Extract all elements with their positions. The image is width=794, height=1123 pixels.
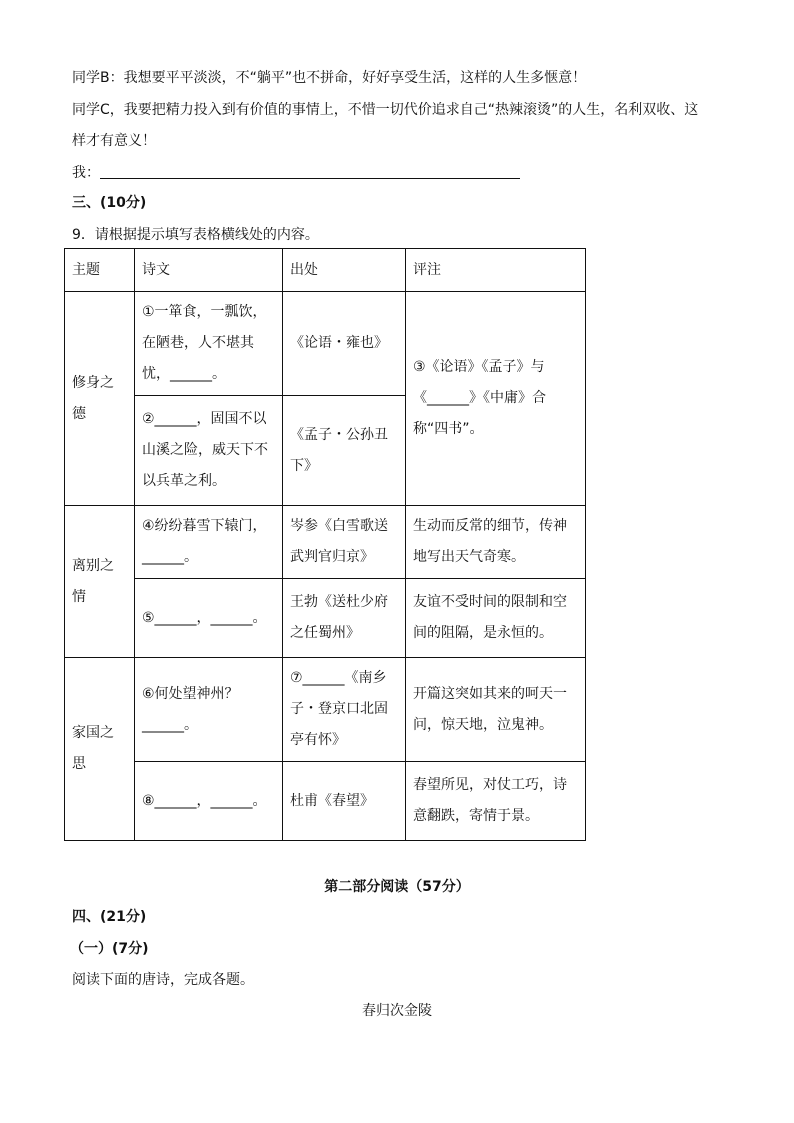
- table-row: [65, 579, 586, 658]
- student-b-line: 同学B：我想要平平淡淡，不“躺平”也不拼命，好好享受生活，这样的人生多惬意！: [72, 70, 587, 86]
- header-poem: 诗文: [135, 249, 283, 292]
- table-row: [65, 658, 586, 762]
- poem-cell: ⑤______，______。: [135, 579, 283, 658]
- part-2-title: 第二部分阅读（57分）: [324, 879, 470, 895]
- table-row: [65, 292, 586, 396]
- source-cell: 岑参《白雪歌送武判官归京》: [283, 506, 406, 579]
- theme-cell: 家国之思: [65, 658, 135, 841]
- poem-cell: ④纷纷暮雪下辕门，______。: [135, 506, 283, 579]
- note-cell: 生动而反常的细节，传神地写出天气奇寒。: [406, 506, 586, 579]
- me-label: 我：: [72, 165, 100, 181]
- header-source: 出处: [283, 249, 406, 292]
- table-header-row: [65, 249, 586, 292]
- theme-cell: 离别之情: [65, 506, 135, 658]
- poem-cell: ⑥何处望神州？______。: [135, 658, 283, 762]
- theme-cell: 修身之德: [65, 292, 135, 506]
- poem-cell: ①一箪食，一瓢饮，在陋巷，人不堪其忧，______。: [135, 292, 283, 396]
- note-cell: 开篇这突如其来的呵天一问，惊天地，泣鬼神。: [406, 658, 586, 762]
- question-9: 9．请根据提示填写表格横线处的内容。: [72, 227, 319, 243]
- source-cell: ⑦______《南乡子・登京口北固亭有怀》: [283, 658, 406, 762]
- reading-instruction: 阅读下面的唐诗，完成各题。: [72, 972, 254, 988]
- source-cell: 杜甫《春望》: [283, 762, 406, 841]
- section-4-heading: 四、(21分): [72, 909, 147, 925]
- student-c-line-2: 样才有意义！: [72, 133, 156, 149]
- source-cell: 《孟子・公孙丑下》: [283, 396, 406, 506]
- note-cell: 春望所见，对仗工巧，诗意翻跌，寄情于景。: [406, 762, 586, 841]
- table-row: [65, 506, 586, 579]
- poem-cell: ⑧______，______。: [135, 762, 283, 841]
- subsection-1-heading: （一）(7分): [70, 941, 149, 957]
- header-theme: 主题: [65, 249, 135, 292]
- header-note: 评注: [406, 249, 586, 292]
- table-row: [65, 762, 586, 841]
- student-c-line-1: 同学C，我要把精力投入到有价值的事情上，不惜一切代价追求自己“热辣滚烫”的人生，名利双收、这: [72, 102, 699, 118]
- source-cell: 王勃《送杜少府之任蜀州》: [283, 579, 406, 658]
- note-cell: ③《论语》《孟子》与《______》《中庸》合称“四书”。: [406, 292, 586, 506]
- poem-cell: ②______，固国不以山溪之险，威天下不以兵革之利。: [135, 396, 283, 506]
- poem-table: [64, 248, 586, 841]
- note-cell: 友谊不受时间的限制和空间的阻隔，是永恒的。: [406, 579, 586, 658]
- section-3-heading: 三、(10分): [72, 195, 147, 211]
- poem-title: 春归次金陵: [362, 1003, 432, 1019]
- source-cell: 《论语・雍也》: [283, 292, 406, 396]
- answer-blank-line[interactable]: [100, 178, 520, 179]
